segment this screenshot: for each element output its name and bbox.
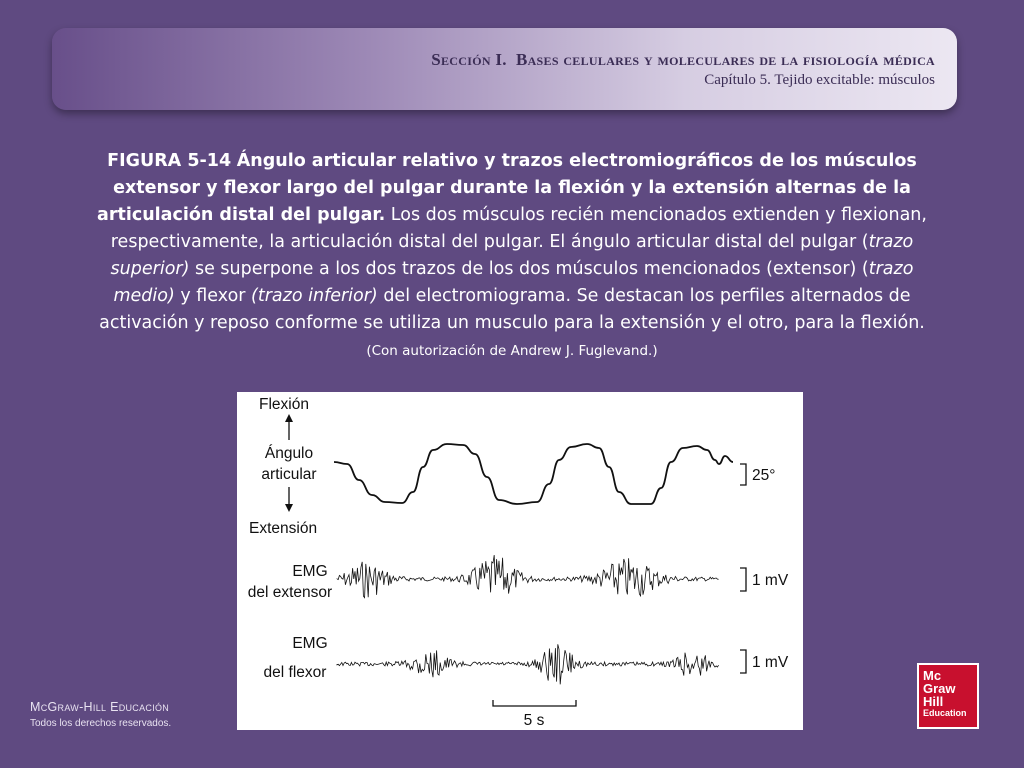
caption-italic-3: (trazo inferior): [251, 286, 378, 306]
caption-credit: (Con autorización de Andrew J. Fuglevand.): [366, 343, 658, 359]
arrow-up-head-icon: [285, 414, 293, 422]
emg-figure-svg: [237, 392, 803, 730]
angle-trace: [334, 444, 733, 504]
caption-text-2: se superpone a los dos trazos de los dos músculos mencionados (extensor) (: [189, 259, 869, 279]
emg-flexor-trace: [337, 644, 719, 684]
logo-line-2: Graw: [923, 681, 956, 696]
logo-line-3: Hill: [923, 694, 944, 709]
section-title: [431, 50, 935, 70]
figure-id: FIGURA 5-14: [107, 151, 232, 171]
emg-ext-scale-label: 1 mV: [752, 572, 789, 589]
chapter-title: Capítulo 5. Tejido excitable: músculos: [704, 72, 935, 88]
section-label: Sección I.: [431, 50, 507, 69]
caption-text-1: Los dos músculos recién mencionados extienden y flexionan, respectivamente, la articulación distal del pulgar. El ángulo articular distal del pulgar (: [110, 205, 927, 252]
footer-brand: McGraw-Hill Educación: [30, 700, 170, 714]
angle-scale-bracket: [740, 464, 746, 485]
label-flexion: Flexión: [259, 396, 309, 413]
logo-line-1: Mc: [923, 668, 942, 683]
arrow-down-head-icon: [285, 504, 293, 512]
emg-flex-scale-bracket: [740, 650, 746, 673]
label-emg-flex-1: EMG: [292, 635, 328, 652]
label-angle-1: Ángulo: [264, 445, 314, 462]
footer-rights: Todos los derechos reservados.: [30, 718, 172, 729]
caption-text-4: del electromiograma. Se destacan los perfiles alternados de activación y reposo conforme se utiliza un musculo para la extensión y el otro, para la flexión.: [99, 286, 925, 333]
figure-bold-title: Ángulo articular relativo y trazos electromiográficos de los músculos extensor y flexor largo del pulgar durante la flexión y la extensión alternas de la articulación distal del pulgar.: [97, 151, 917, 225]
emg-extensor-trace: [337, 555, 719, 598]
section-name: Bases celulares y moleculares de la fisiología médica: [515, 50, 935, 69]
caption-italic-1: trazo superior): [110, 232, 914, 279]
figure-caption: [96, 148, 928, 365]
caption-italic-2: trazo medio): [113, 259, 914, 306]
emg-ext-scale-bracket: [740, 568, 746, 591]
angle-scale-label: 25°: [752, 467, 776, 484]
caption-text-3: y flexor: [174, 286, 252, 306]
label-angle-2: articular: [261, 466, 317, 483]
label-extension: Extensión: [249, 520, 318, 537]
logo-line-4: Education: [923, 708, 967, 718]
emg-flex-scale-label: 1 mV: [752, 654, 789, 671]
label-emg-ext-1: EMG: [292, 563, 328, 580]
header-bar: [52, 28, 957, 110]
time-scale-bar: [493, 700, 576, 706]
emg-figure: [237, 392, 803, 730]
publisher-logo: [917, 663, 979, 729]
time-scale-label: 5 s: [523, 712, 545, 729]
label-emg-ext-2: del extensor: [247, 584, 333, 601]
label-emg-flex-2: del flexor: [263, 664, 327, 681]
